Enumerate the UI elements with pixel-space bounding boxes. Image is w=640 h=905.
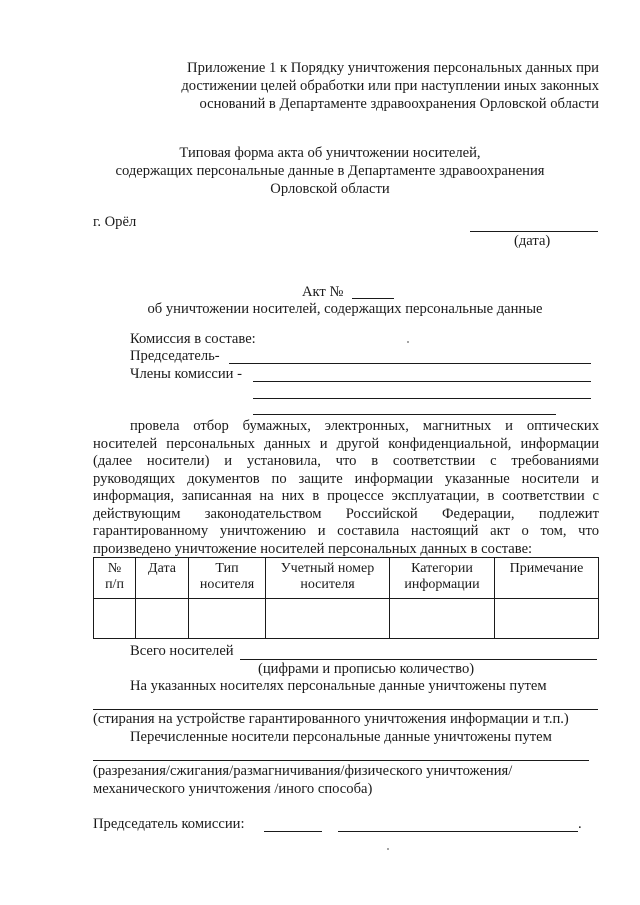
- member-line-1[interactable]: [253, 381, 591, 382]
- body-line-7: гарантированному уничтожению и составила настоящий акт о том, что: [93, 523, 599, 539]
- table-row: [94, 599, 599, 639]
- scan-speck: [407, 341, 409, 343]
- destroyed-media-label: Перечисленные носители персональные данные уничтожены путем: [130, 729, 552, 745]
- destroyed-media-line[interactable]: [93, 760, 589, 761]
- destroyed-by-label: На указанных носителях персональные данные уничтожены путем: [130, 678, 547, 694]
- table-cell[interactable]: [266, 599, 390, 639]
- body-line-3: (далее носители) и установила, что в соответствии с требованиями: [93, 453, 599, 469]
- act-title-text: Акт №: [302, 284, 344, 300]
- signature-end-mark: .: [578, 816, 582, 832]
- header-cell-date: Дата: [136, 558, 189, 599]
- member-line-3[interactable]: [253, 414, 556, 415]
- body-line-6: действующим законодательством Российской Федерации, подлежит: [93, 505, 599, 522]
- header-cell-media-type: Тип носителя: [189, 558, 266, 599]
- header-cell-number: № п/п: [94, 558, 136, 599]
- appendix-line-2: достижении целей обработки или при наступлении иных законных: [181, 78, 599, 94]
- table-cell[interactable]: [390, 599, 495, 639]
- appendix-line-1: Приложение 1 к Порядку уничтожения персональных данных при: [187, 60, 599, 76]
- table-cell[interactable]: [94, 599, 136, 639]
- table-cell[interactable]: [189, 599, 266, 639]
- place-label: г. Орёл: [93, 214, 137, 230]
- chair-label: Председатель-: [130, 348, 220, 364]
- header-cell-account-number: Учетный номер носителя: [266, 558, 390, 599]
- body-line-4: руководящих документов по защите информации указанные носители и: [93, 470, 599, 487]
- appendix-line-3: оснований в Департаменте здравоохранения Орловской области: [199, 96, 599, 112]
- date-line[interactable]: [470, 231, 598, 232]
- table-cell[interactable]: [136, 599, 189, 639]
- act-subtitle: об уничтожении носителей, содержащих персональные данные: [147, 301, 543, 317]
- scan-speck: [387, 848, 389, 850]
- chair-line[interactable]: [229, 363, 591, 364]
- destroyed-by-caption: (стирания на устройстве гарантированного уничтожения информации и т.п.): [93, 711, 569, 727]
- act-number-line[interactable]: [352, 298, 394, 299]
- member-line-2[interactable]: [253, 398, 591, 399]
- total-caption: (цифрами и прописью количество): [258, 661, 475, 677]
- signature-label: Председатель комиссии:: [93, 816, 245, 832]
- members-label: Члены комиссии -: [130, 366, 243, 382]
- media-table: [93, 557, 599, 639]
- header-cell-category: Категории информации: [390, 558, 495, 599]
- destroyed-media-caption-2: механического уничтожения /иного способа): [93, 781, 373, 797]
- body-line-5: информация, записанная на них в процессе эксплуатации, в соответствии с: [93, 488, 599, 504]
- total-line[interactable]: [240, 659, 597, 660]
- destroyed-by-line[interactable]: [93, 709, 598, 710]
- header-cell-note: Примечание: [495, 558, 599, 599]
- table-header-row: [94, 558, 599, 599]
- body-line-1: провела отбор бумажных, электронных, магнитных и оптических: [130, 418, 599, 434]
- body-line-2: носителей персональных данных и другой конфиденциальной, информации: [93, 435, 599, 452]
- signature-line[interactable]: [264, 831, 322, 832]
- destroyed-media-caption-1: (разрезания/сжигания/размагничивания/физического уничтожения/: [93, 763, 513, 779]
- date-caption: (дата): [514, 233, 551, 249]
- form-title-line-3: Орловской области: [270, 181, 390, 197]
- body-line-8: произведено уничтожение носителей персональных данных в составе:: [93, 540, 533, 557]
- signature-name-line[interactable]: [338, 831, 578, 832]
- commission-heading: Комиссия в составе:: [130, 331, 256, 347]
- form-title-line-2: содержащих персональные данные в Департаменте здравоохранения: [115, 163, 545, 179]
- table-cell[interactable]: [495, 599, 599, 639]
- form-title-line-1: Типовая форма акта об уничтожении носителей,: [179, 145, 481, 161]
- act-title: [302, 284, 343, 301]
- total-label: Всего носителей: [130, 643, 234, 659]
